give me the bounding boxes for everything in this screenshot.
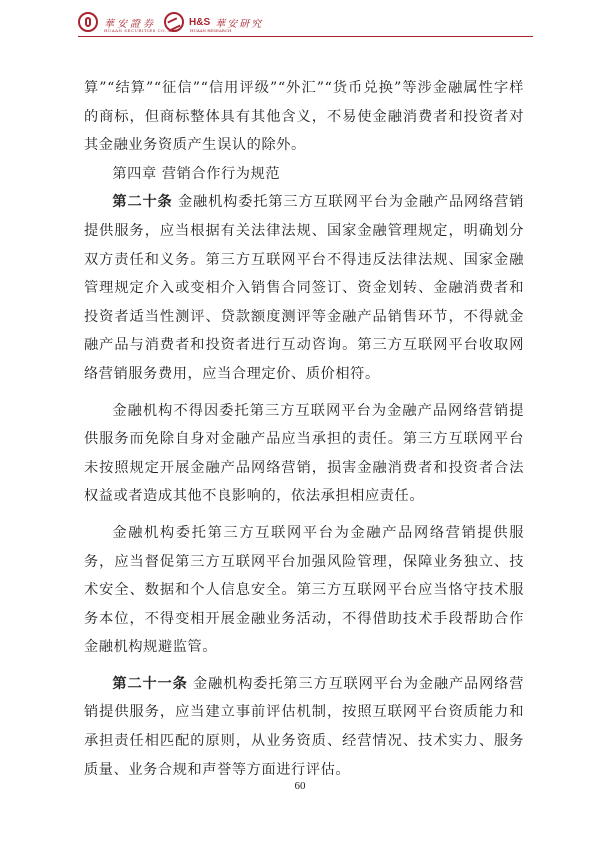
article-21: [84, 670, 524, 784]
article-21-label: 第二十一条: [112, 675, 188, 692]
logo-right-hs: H&S: [189, 16, 211, 28]
logo-left-cn: 華安證券: [104, 18, 156, 30]
chapter-heading: 第四章 营销合作行为规范: [112, 165, 281, 182]
logo-right-cn: 華安研究: [215, 18, 264, 30]
huaan-research-logo: [164, 12, 263, 32]
document-body: [84, 74, 524, 784]
article-20-label: 第二十条: [112, 194, 173, 211]
article-20-para-2: 金融机构不得因委托第三方互联网平台为金融产品网络营销提供服务而免除自身对金融产品应当承担的责任。第三方互联网平台未按照规定开展金融产品网络营销，损害金融消费者和投资者合法权益或者造成其他不良影响的，依法承担相应责任。: [84, 402, 524, 505]
article-20-text: 金融机构委托第三方互联网平台为金融产品网络营销提供服务，应当根据有关法律法规、国家金融管理规定，明确划分双方责任和义务。第三方互联网平台不得违反法律法规、国家金融管理规定介入或变相介入销售合同签订、资金划转、金融消费者和投资者适当性测评、贷款额度测评等金融产品销售环节，不得就金融产品与消费者和投资者进行互动咨询。第三方互联网平台收取网络营销服务费用，应当合理定价、质价相符。: [84, 194, 524, 382]
huaan-securities-logo: [78, 12, 179, 33]
article-21-text: 金融机构委托第三方互联网平台为金融产品网络营销提供服务，应当建立事前评估机制，按照互联网平台资质能力和承担责任相匹配的原则，从业务资质、经营情况、技术实力、服务质量、业务合规和声誉等方面进行评估。: [84, 675, 524, 778]
paragraph-continued: 算”“结算”“征信”“信用评级”“外汇”“货币兑换”等涉金融属性字样的商标，但商标整体具有其他含义，不易使金融消费者和投资者对其金融业务资质产生误认的除外。: [84, 80, 524, 154]
header-divider: [78, 36, 533, 37]
logo-right-en: HUAAN RESEARCH: [190, 28, 232, 33]
hs-emblem-icon: [164, 12, 184, 32]
huaan-emblem-icon: [78, 12, 98, 32]
logo-left-en: HUAAN SECURITIES CO.,LTD: [104, 28, 179, 33]
page-number: 60: [294, 780, 306, 792]
article-20-para-3: 金融机构委托第三方互联网平台为金融产品网络营销提供服务，应当督促第三方互联网平台加强风险管理，保障业务独立、技术安全、数据和个人信息安全。第三方互联网平台应当恪守技术服务本位，不得变相开展金融业务活动，不得借助技术手段帮助合作金融机构规避监管。: [84, 524, 524, 656]
page-header: [78, 4, 538, 44]
article-20: [84, 188, 524, 388]
